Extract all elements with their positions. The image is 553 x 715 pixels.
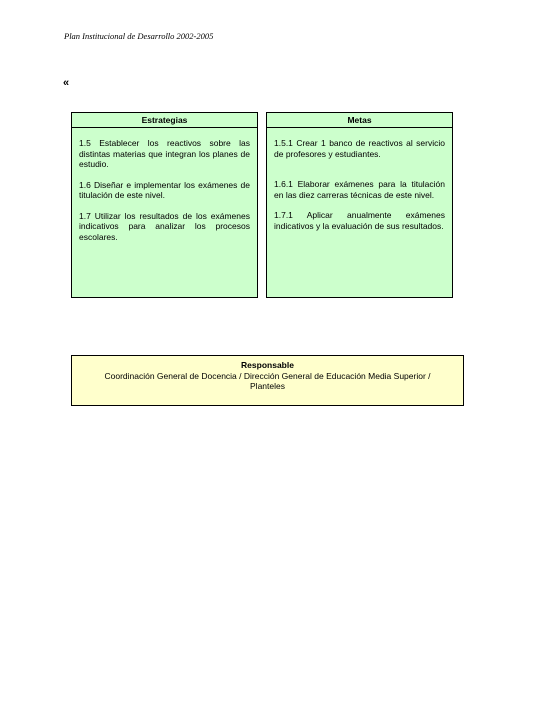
meta-item: 1.7.1 Aplicar anualmente exámenes indicativos y la evaluación de sus resultados. — [274, 210, 445, 231]
metas-list — [267, 128, 452, 231]
meta-item: 1.6.1 Elaborar exámenes para la titulación en las diez carreras técnicas de este nivel. — [274, 179, 445, 200]
responsable-title: Responsable — [241, 360, 294, 370]
running-header: Plan Institucional de Desarrollo 2002-2005 — [64, 31, 214, 41]
responsable-box — [71, 355, 464, 406]
metas-box — [266, 112, 453, 298]
estrategias-title: Estrategias — [72, 113, 257, 128]
meta-item: 1.5.1 Crear 1 banco de reactivos al servicio de profesores y estudiantes. — [274, 138, 445, 159]
bullet-marker: « — [63, 77, 68, 89]
estrategia-item: 1.7 Utilizar los resultados de los exámenes indicativos para analizar los procesos escolares. — [79, 210, 250, 242]
estrategias-list — [72, 128, 257, 242]
metas-title: Metas — [267, 113, 452, 128]
estrategias-box — [71, 112, 258, 298]
responsable-text: Coordinación General de Docencia / Dirección General de Educación Media Superior / Planteles — [104, 370, 431, 391]
estrategia-item: 1.6 Diseñar e implementar los exámenes de titulación de este nivel. — [79, 179, 250, 200]
estrategia-item: 1.5 Establecer los reactivos sobre las distintas materias que integran los planes de estudio. — [79, 138, 250, 169]
